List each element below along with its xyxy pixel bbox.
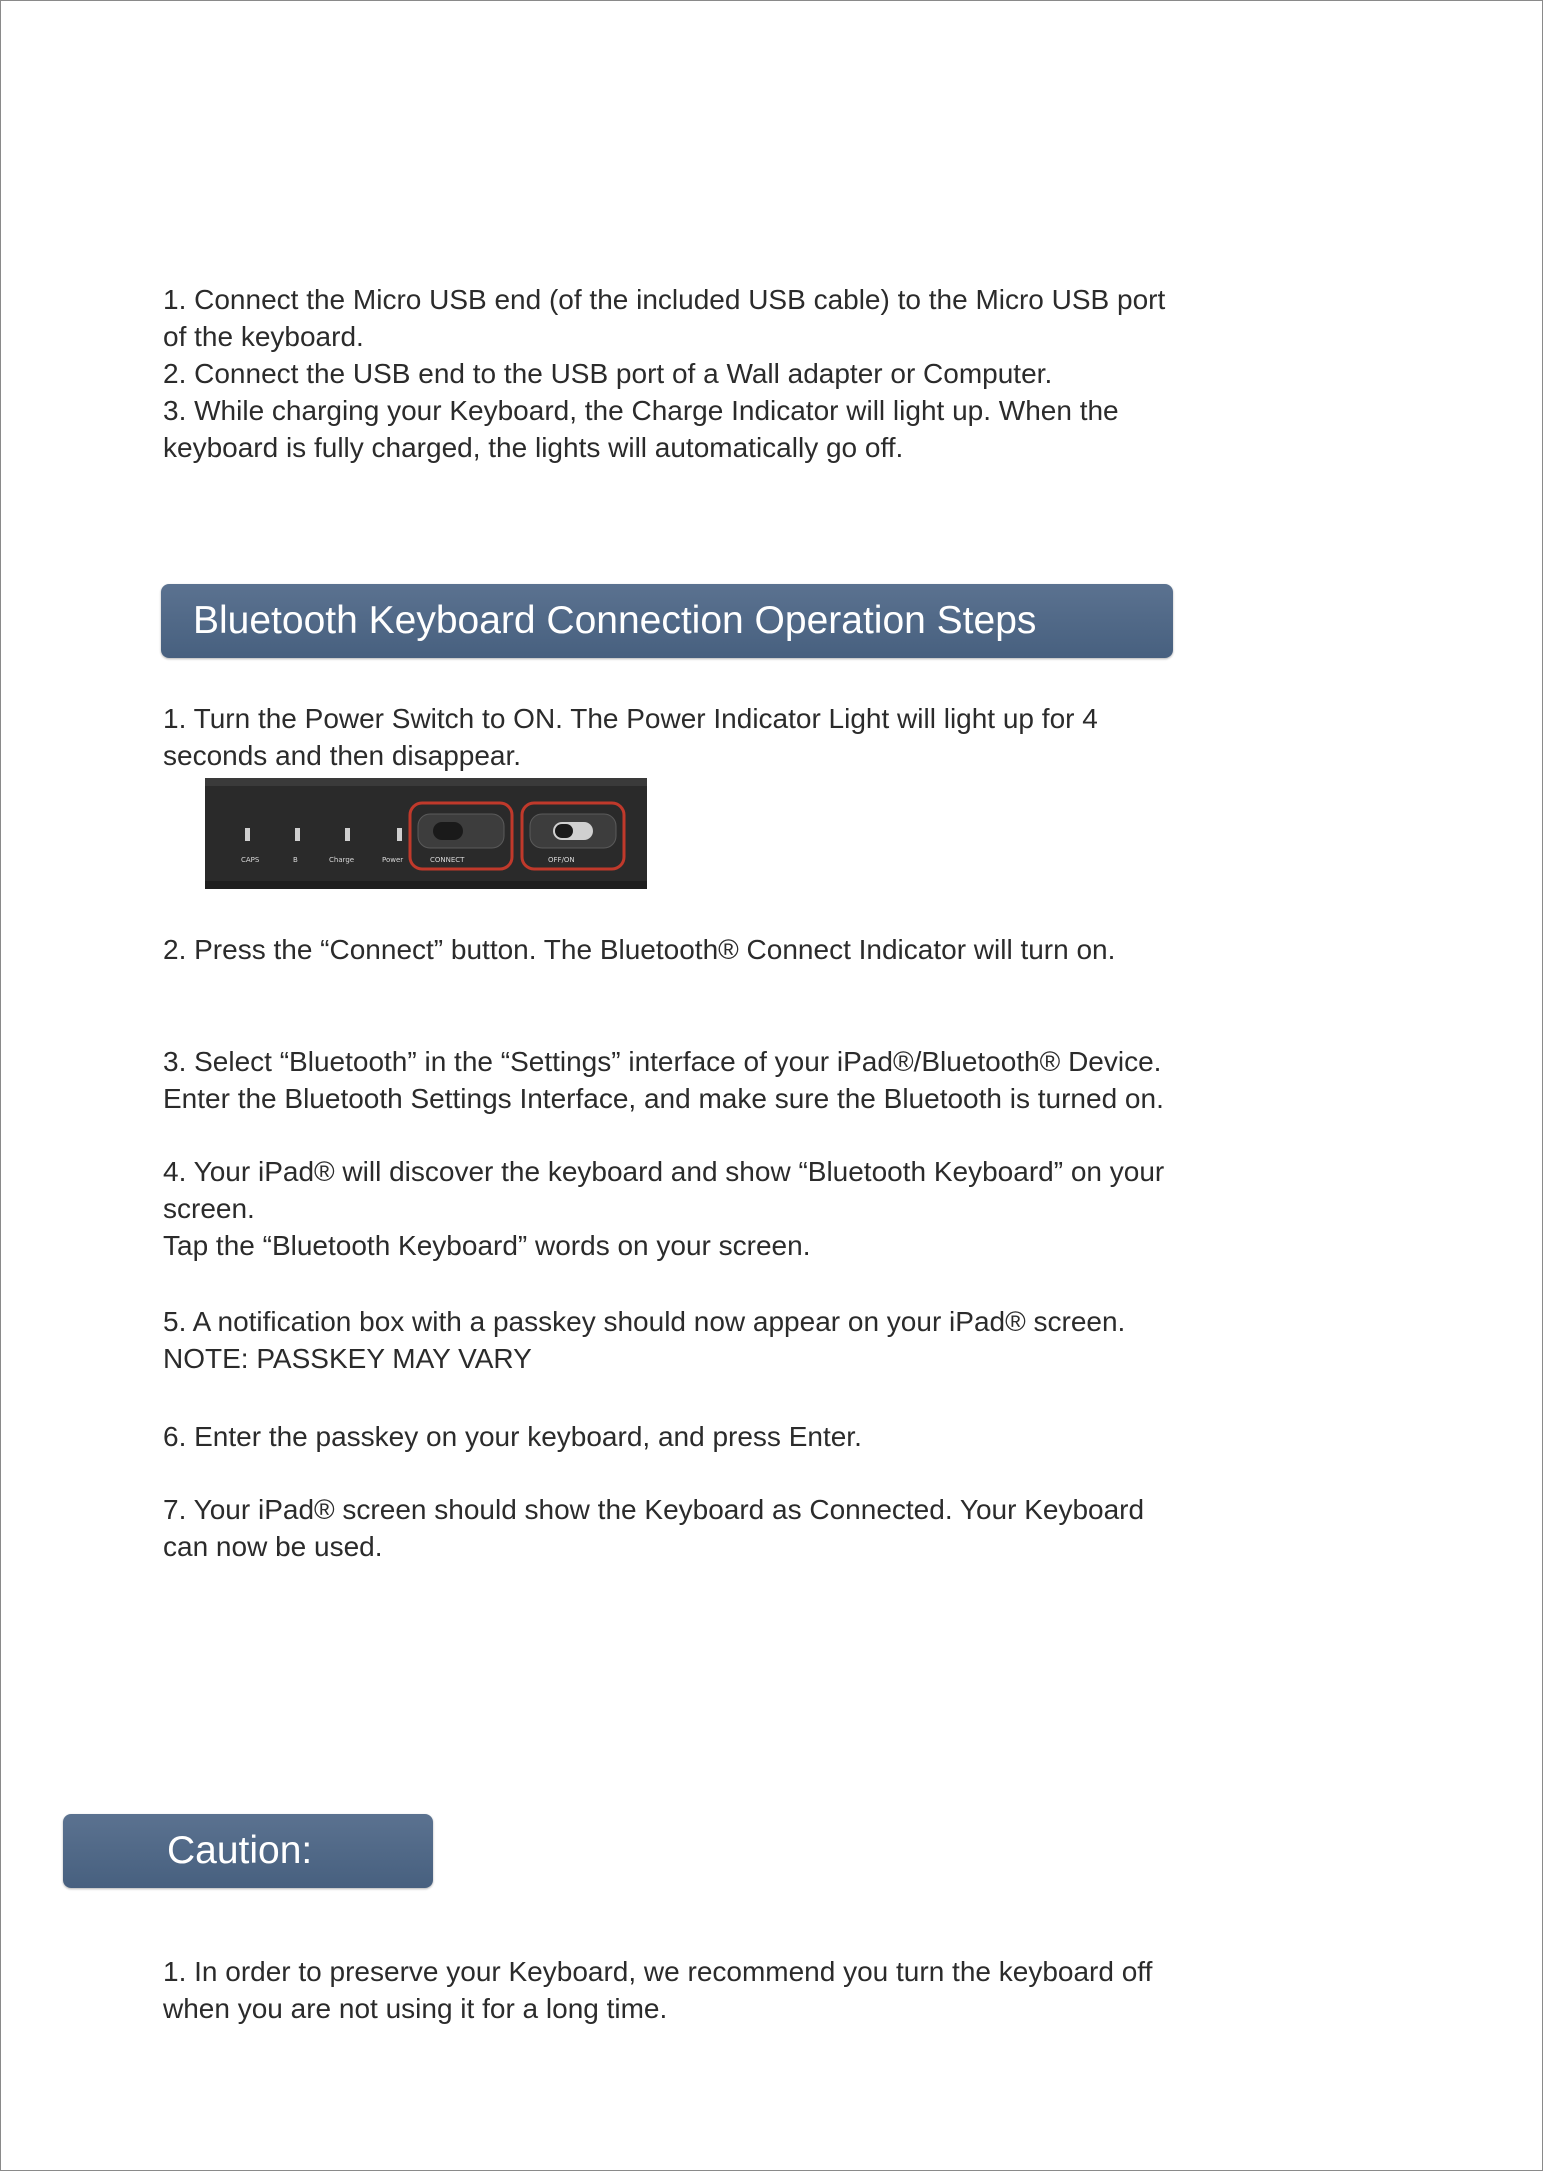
- charge-indicator-light: [345, 828, 350, 841]
- bt-step-2-line: 2. Press the “Connect” button. The Bluetooth® Connect Indicator will turn on.: [163, 934, 1116, 965]
- charging-line: 2. Connect the USB end to the USB port of a Wall adapter or Computer.: [163, 358, 1053, 389]
- bt-step-4-line: screen.: [163, 1193, 255, 1224]
- bluetooth-indicator-light: [295, 828, 300, 841]
- bluetooth-section-heading: Bluetooth Keyboard Connection Operation Steps: [161, 584, 1173, 658]
- bt-step-4-line: 4. Your iPad® will discover the keyboard and show “Bluetooth Keyboard” on your: [163, 1156, 1165, 1187]
- bt-step-7-line: can now be used.: [163, 1531, 383, 1562]
- bt-step-1-line: 1. Turn the Power Switch to ON. The Power Indicator Light will light up for 4: [163, 703, 1098, 734]
- charging-line: 1. Connect the Micro USB end (of the included USB cable) to the Micro USB port: [163, 284, 1166, 315]
- power-indicator-light: [397, 828, 402, 841]
- charging-steps: [163, 281, 1363, 466]
- bt-step-6: [163, 1418, 1363, 1455]
- bt-step-5: [163, 1303, 1363, 1377]
- label-connect: CONNECT: [430, 856, 465, 864]
- label-charge: Charge: [329, 856, 355, 864]
- charging-line: 3. While charging your Keyboard, the Charge Indicator will light up. When the: [163, 395, 1119, 426]
- charging-line: of the keyboard.: [163, 321, 364, 352]
- bt-step-4-line: Tap the “Bluetooth Keyboard” words on your screen.: [163, 1230, 811, 1261]
- charging-line: keyboard is fully charged, the lights will automatically go off.: [163, 432, 904, 463]
- bt-step-1: [163, 700, 1363, 774]
- label-power: Power: [382, 856, 404, 864]
- label-caps: CAPS: [241, 856, 260, 864]
- keyboard-switch-panel-image: [205, 778, 647, 889]
- caps-indicator-light: [245, 828, 250, 841]
- caution-line: 1. In order to preserve your Keyboard, we recommend you turn the keyboard off: [163, 1956, 1153, 1987]
- bt-step-5-line: NOTE: PASSKEY MAY VARY: [163, 1343, 532, 1374]
- caution-heading: Caution:: [63, 1814, 433, 1888]
- bt-step-7-line: 7. Your iPad® screen should show the Keyboard as Connected. Your Keyboard: [163, 1494, 1145, 1525]
- label-off-on: OFF/ON: [548, 856, 575, 864]
- bt-step-3: [163, 1043, 1363, 1117]
- caution-line: when you are not using it for a long time.: [163, 1993, 668, 2024]
- label-bluetooth: B: [293, 856, 298, 864]
- bt-step-3-line: 3. Select “Bluetooth” in the “Settings” interface of your iPad®/Bluetooth® Device.: [163, 1046, 1162, 1077]
- bt-step-5-line: 5. A notification box with a passkey should now appear on your iPad® screen.: [163, 1306, 1126, 1337]
- bt-step-3-line: Enter the Bluetooth Settings Interface, and make sure the Bluetooth is turned on.: [163, 1083, 1164, 1114]
- bt-step-6-line: 6. Enter the passkey on your keyboard, and press Enter.: [163, 1421, 862, 1452]
- bt-step-2: [163, 931, 1363, 968]
- bt-step-7: [163, 1491, 1363, 1565]
- caution-items: [163, 1953, 1363, 2027]
- bt-step-1-line: seconds and then disappear.: [163, 740, 522, 771]
- bt-step-4: [163, 1153, 1363, 1264]
